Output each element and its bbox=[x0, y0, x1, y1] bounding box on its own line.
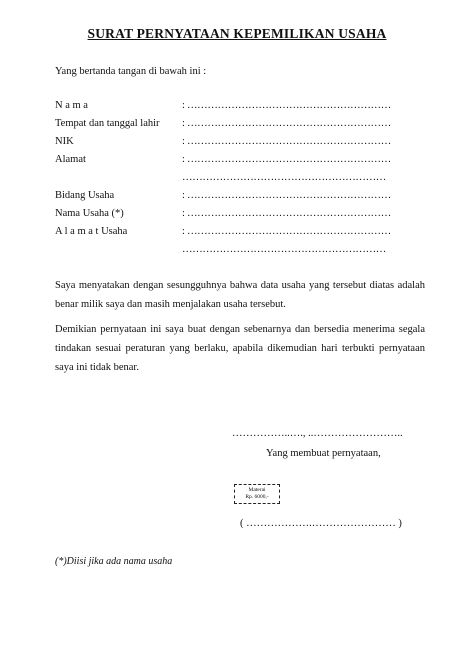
materai-label: Materai bbox=[248, 487, 266, 493]
field-blank: : …………………………………………………… bbox=[182, 118, 391, 129]
field-row-alamat-usaha bbox=[55, 226, 435, 240]
field-label: Bidang Usaha bbox=[55, 190, 115, 201]
place-date-line: ……………..…., ..…………………….. bbox=[232, 428, 403, 439]
statement-paragraph bbox=[55, 276, 425, 314]
field-label: A l a m a t Usaha bbox=[55, 226, 128, 237]
field-row-ttl bbox=[55, 118, 435, 132]
field-blank: : …………………………………………………… bbox=[182, 208, 391, 219]
signatory-name-line: ( ……………….…………………… ) bbox=[240, 518, 402, 529]
field-row-bidang-usaha bbox=[55, 190, 435, 204]
field-row-alamat-cont bbox=[55, 172, 435, 186]
document-title: SURAT PERNYATAAN KEPEMILIKAN USAHA bbox=[87, 26, 387, 41]
field-row-alamat bbox=[55, 154, 435, 168]
materai-amount: Rp. 6000,- bbox=[245, 494, 269, 500]
closing-paragraph bbox=[55, 320, 425, 377]
field-blank: : …………………………………………………… bbox=[182, 154, 391, 165]
field-row-nama-usaha bbox=[55, 208, 435, 222]
field-label: N a m a bbox=[55, 100, 88, 111]
materai-stamp-box bbox=[234, 484, 280, 504]
field-blank: …………………………………………………… bbox=[182, 172, 387, 183]
field-label: Nama Usaha (*) bbox=[55, 208, 124, 219]
field-row-nik bbox=[55, 136, 435, 150]
field-row-nama bbox=[55, 100, 435, 114]
field-blank: …………………………………………………… bbox=[182, 244, 387, 255]
field-label: Alamat bbox=[55, 154, 86, 165]
intro-text: Yang bertanda tangan di bawah ini : bbox=[55, 66, 207, 77]
closing-text: Demikian pernyataan ini saya buat dengan sebenarnya dan bersedia menerima segala tindakan sesuai peraturan yang berlaku, apabila dikemudian hari terbukti pernyataan saya ini tidak benar. bbox=[55, 324, 425, 373]
field-label: Tempat dan tanggal lahir bbox=[55, 118, 160, 129]
field-blank: : …………………………………………………… bbox=[182, 190, 391, 201]
field-blank: : …………………………………………………… bbox=[182, 136, 391, 147]
signatory-statement: Yang membuat pernyataan, bbox=[266, 448, 381, 459]
field-blank: : …………………………………………………… bbox=[182, 100, 391, 111]
statement-text: Saya menyatakan dengan sesungguhnya bahwa data usaha yang tersebut diatas adalah benar milik saya dan masih menjalakan usaha tersebut. bbox=[55, 280, 425, 310]
field-blank: : …………………………………………………… bbox=[182, 226, 391, 237]
field-row-alamat-usaha-cont bbox=[55, 244, 435, 258]
field-label: NIK bbox=[55, 136, 74, 147]
footnote: (*)Diisi jika ada nama usaha bbox=[55, 556, 173, 567]
